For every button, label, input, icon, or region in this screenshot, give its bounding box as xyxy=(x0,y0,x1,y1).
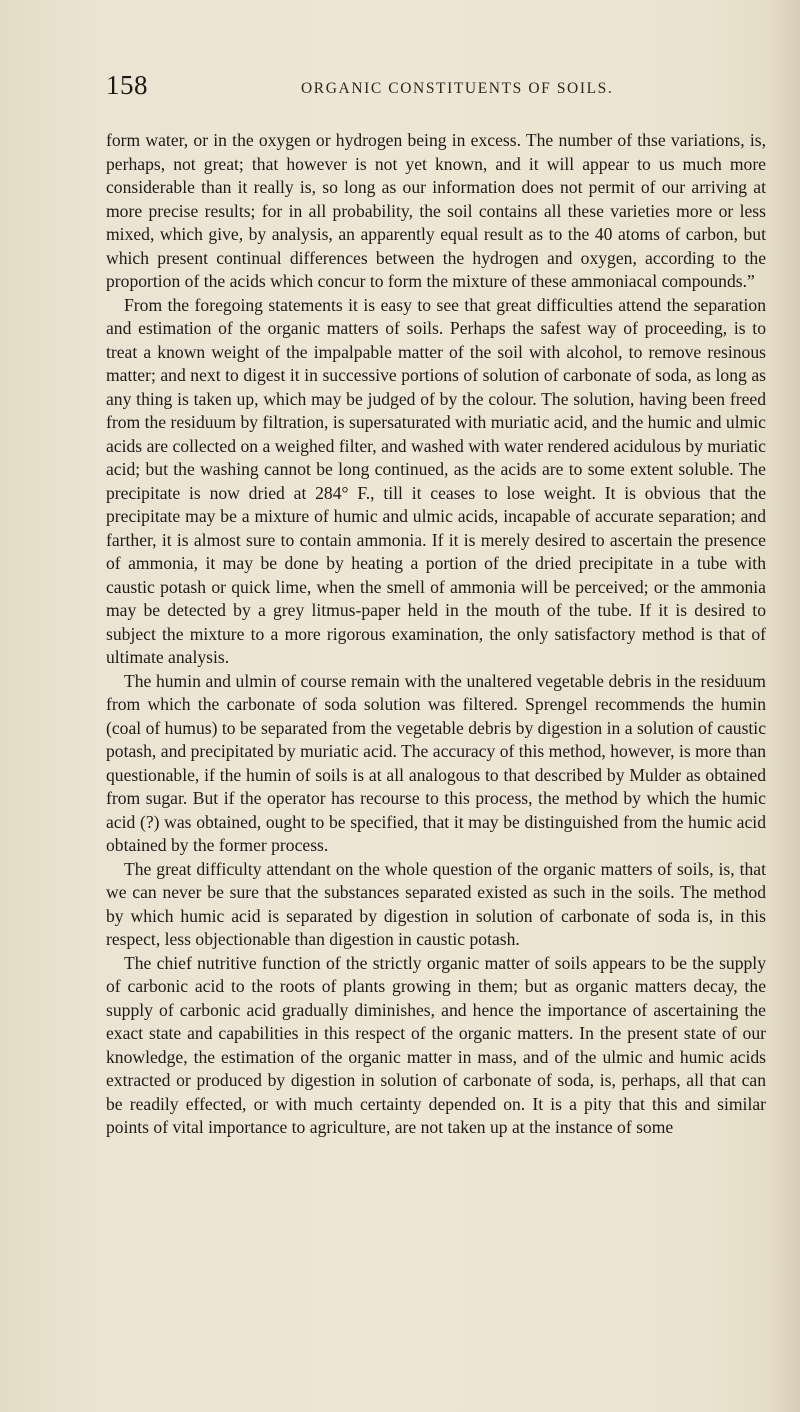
paragraph-continuation: form water, or in the oxygen or hydrogen being in excess. The number of thse variations, is, perhaps, not great; that however is not yet known, and it will appear to us much more considerable than it really is, so long as our information does not permit of our arriving at more precise results; for in all probability, the soil contains all these varieties more or less mixed, which give, by analysis, an apparently equal result as to the 40 atoms of carbon, but which present continual differences between the hydrogen and oxygen, according to the proportion of the acids which concur to form the mixture of these ammoniacal compounds.” xyxy=(106,130,766,291)
page-number: 158 xyxy=(106,70,148,100)
running-head: ORGANIC CONSTITUENTS OF SOILS. xyxy=(301,80,614,97)
paragraph-separation-methods: From the foregoing statements it is easy to see that great difficulties attend the separation and estimation of the organic matters of soils. Perhaps the safest way of proceeding, is to treat a known weight of the impalpable matter of the soil with alcohol, to remove resinous matter; and next to digest it in successive portions of solution of carbonate of soda, as long as any thing is taken up, which may be judged of by the colour. The solution, having been freed from the residuum by filtration, is supersaturated with muriatic acid, and the humic and ulmic acids are collected on a weighed filter, and washed with water rendered acidulous by muriatic acid; but the washing cannot be long continued, as the acids are to some extent soluble. The precipitate is now dried at 284° F., till it ceases to lose weight. It is obvious that the precipitate may be a mixture of humic and ulmic acids, incapable of accurate separation; and farther, it is almost sure to contain ammonia. If it is merely desired to ascertain the presence of ammonia, it may be done by heating a portion of the dried precipitate in a tube with caustic potash or quick lime, when the smell of ammonia will be perceived; or the ammonia may be detected by a grey litmus-paper held in the mouth of the tube. If it is desired to subject the mixture to a more rigorous examination, the only satisfactory method is that of ultimate analysis. xyxy=(106,294,766,667)
paragraph-nutritive-function: The chief nutritive function of the strictly organic matter of soils appears to be the supply of carbonic acid to the roots of plants growing in them; but as organic matters decay, the supply of carbonic acid gradually diminishes, and hence the importance of ascertaining the exact state and capabilities in this respect of the organic matters. In the present state of our knowledge, the estimation of the organic matter in mass, and of the ulmic and humic acids extracted or produced by digestion in solution of carbonate of soda, is, perhaps, all that can be readily effected, or with much certainty depended on. It is a pity that this and similar points of vital importance to agriculture, are not taken up at the instance of some xyxy=(106,952,766,1137)
page-header xyxy=(106,70,766,110)
paragraph-humin-ulmin: The humin and ulmin of course remain with the unaltered vegetable debris in the residuum from which the carbonate of soda solution was filtered. Sprengel recommends the humin (coal of humus) to be separated from the vegetable debris by digestion in a solution of caustic potash, and precipitated by muriatic acid. The accuracy of this method, however, is more than questionable, if the humin of soils is at all analogous to that described by Mulder as obtained from sugar. But if the operator has recourse to this process, the method by which the humic acid (?) was obtained, ought to be specified, that it may be distinguished from the humic acid obtained by the former process. xyxy=(106,670,766,855)
body-text xyxy=(106,129,766,1140)
paragraph-great-difficulty: The great difficulty attendant on the whole question of the organic matters of soils, is, that we can never be sure that the substances separated existed as such in the soils. The method by which humic acid is separated by digestion in solution of carbonate of soda is, in this respect, less objectionable than digestion in caustic potash. xyxy=(106,858,766,949)
